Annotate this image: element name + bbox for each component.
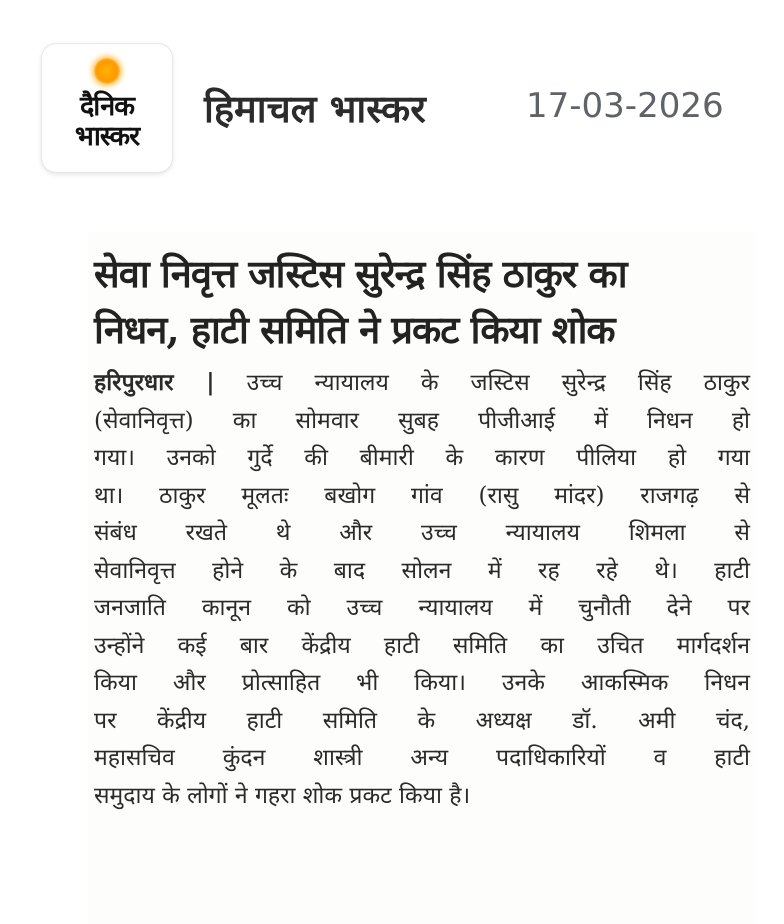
logo-line-2: भास्कर [74,121,140,152]
body-line: पर केंद्रीय हाटी समिति के अध्यक्ष डॉ. अमी चंद, [94,707,750,734]
body-line: महासचिव कुंदन शास्त्री अन्य पदाधिकारियों व हाटी [94,745,750,771]
body-line [94,364,750,403]
body-line: जनजाति कानून को उच्च न्यायालय में चुनौती देने पर [94,595,750,621]
body-line: गया। उनको गुर्दे की बीमारी के कारण पीलिया हो गया [94,445,750,471]
logo-wordmark [42,92,172,152]
body-line: समुदाय के लोगों ने गहरा शोक प्रकट किया है। [94,782,471,809]
edition-title: हिमाचल भास्कर [204,87,426,131]
sun-icon [94,58,120,84]
body-line: किया और प्रोत्साहित भी किया। उनके आकस्मिक निधन [94,670,750,696]
body-line: संबंध रखते थे और उच्च न्यायालय शिमला से [94,520,750,546]
app-header [0,0,784,190]
article-headline [88,232,756,358]
headline-line: सेवा निवृत्त जस्टिस सुरेन्द्र सिंह ठाकुर का [94,251,627,296]
body-line: (सेवानिवृत्त) का सोमवार सुबह पीजीआई में निधन हो [94,407,750,434]
dainik-bhaskar-logo[interactable] [42,44,172,172]
article-body [88,358,756,815]
body-line: उन्होंने कई बार केंद्रीय हाटी समिति का उचित मार्गदर्शन [94,632,750,659]
body-line: सेवानिवृत्त होने के बाद सोलन में रह रहे थे। हाटी [94,557,750,584]
headline-line: निधन, हाटी समिति ने प्रकट किया शोक [94,307,615,352]
news-clipping [88,232,756,924]
body-line: था। ठाकुर मूलतः बखोग गांव (रासु मांदर) राजगढ़ से [94,482,750,509]
article-dateline: हरिपुरधार | [94,369,215,396]
edition-date: 17-03-2026 [526,86,724,126]
logo-line-1: दैनिक [79,91,135,122]
body-line-text: उच्च न्यायालय के जस्टिस सुरेन्द्र सिंह ठाकुर [246,370,751,396]
